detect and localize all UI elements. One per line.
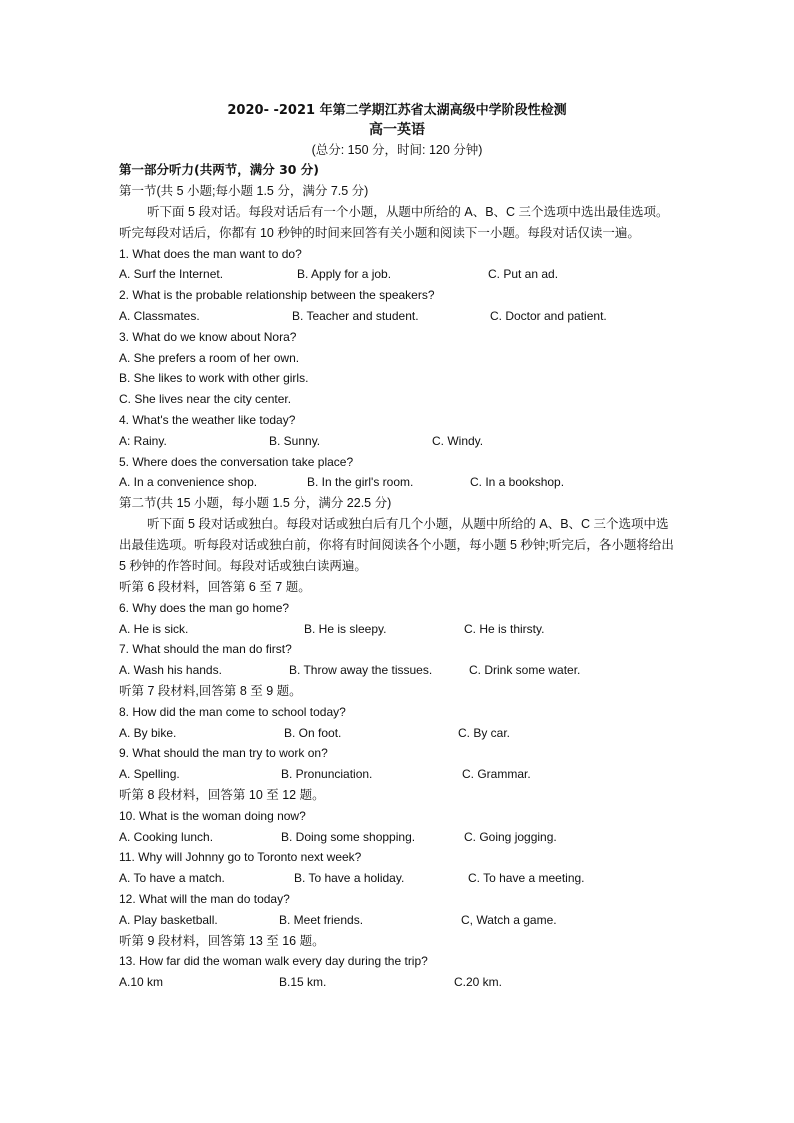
option-b: B. Apply for a job. <box>297 267 392 282</box>
group-intro: 听第 7 段材料,回答第 8 至 9 题。 <box>119 683 302 698</box>
option-b: B.15 km. <box>279 975 327 990</box>
question: 1. What does the man want to do? <box>119 246 302 261</box>
option-a: A.10 km <box>119 975 164 990</box>
option-b: B. In the girl's room. <box>307 475 414 490</box>
options-row <box>119 764 679 785</box>
question: 7. What should the man do first? <box>119 642 292 657</box>
section1-instructions: 听下面 5 段对话。每段对话后有一个小题，从题中所给的 A、B、C 三个选项中选出最佳选项。听完每段对话后，你都有 10 秒钟的时间来回答有关小题和阅读下一小题。每段对话仅读一遍。 <box>119 204 669 240</box>
section2-instructions: 听下面 5 段对话或独白。每段对话或独白后有几个小题，从题中所给的 A、B、C 三个选项中选出最佳选项。听每段对话或独白前，你将有时间阅读各个小题，每小题 5 秒钟;听完后，各小题将给出 5 秒钟的作答时间。每段对话或独白读两遍。 <box>119 516 674 573</box>
option-c: C. To have a meeting. <box>468 871 585 886</box>
exam-title: 2020- -2021 年第二学期江苏省太湖高级中学阶段性检测 <box>227 103 567 118</box>
option-b: B. Throw away the tissues. <box>289 663 433 678</box>
option-c: C. Put an ad. <box>488 267 559 282</box>
options-row <box>119 868 679 889</box>
group-intro: 听第 8 段材料，回答第 10 至 12 题。 <box>119 787 325 802</box>
option-b: B. On foot. <box>284 725 342 740</box>
question: 5. Where does the conversation take place? <box>119 454 354 469</box>
option-b: B. He is sleepy. <box>304 621 387 636</box>
option-b: B. She likes to work with other girls. <box>119 371 309 386</box>
option-c: C. She lives near the city center. <box>119 392 292 407</box>
option-a: A. He is sick. <box>119 621 189 636</box>
section2-title: 第二节(共 15 小题，每小题 1.5 分，满分 22.5 分) <box>119 496 392 511</box>
question: 4. What's the weather like today? <box>119 412 296 427</box>
options-row <box>119 910 679 931</box>
option-c: C, Watch a game. <box>461 912 557 927</box>
options-row <box>119 619 679 640</box>
question: 6. Why does the man go home? <box>119 600 290 615</box>
option-c: C. Grammar. <box>462 767 531 782</box>
option-c: C. Drink some water. <box>469 663 581 678</box>
option-a: A. She prefers a room of her own. <box>119 350 300 365</box>
option-c: C.20 km. <box>454 975 503 990</box>
option-a: A. Classmates. <box>119 308 200 323</box>
option-c: C. He is thirsty. <box>464 621 545 636</box>
part1-heading: 第一部分听力(共两节，满分 30 分) <box>119 162 320 177</box>
options-row <box>119 472 679 493</box>
option-a: A. Spelling. <box>119 767 180 782</box>
question: 9. What should the man try to work on? <box>119 746 328 761</box>
options-row <box>119 264 679 285</box>
option-a: A. Play basketball. <box>119 912 218 927</box>
options-row <box>119 306 679 327</box>
question: 3. What do we know about Nora? <box>119 329 297 344</box>
score-info: (总分: 150 分，时间: 120 分钟) <box>311 143 483 157</box>
option-c: C. Windy. <box>432 433 484 448</box>
option-a: A. Cooking lunch. <box>119 829 214 844</box>
options-row <box>119 827 679 848</box>
option-c: C. Going jogging. <box>464 829 557 844</box>
question: 2. What is the probable relationship between the speakers? <box>119 288 435 303</box>
option-c: C. In a bookshop. <box>470 475 565 490</box>
group-intro: 听第 9 段材料，回答第 13 至 16 题。 <box>119 933 325 948</box>
question: 11. Why will Johnny go to Toronto next week? <box>119 850 362 865</box>
question: 8. How did the man come to school today? <box>119 704 346 719</box>
group-intro: 听第 6 段材料，回答第 6 至 7 题。 <box>119 579 311 594</box>
question: 13. How far did the woman walk every day during the trip? <box>119 954 428 969</box>
option-a: A. To have a match. <box>119 871 225 886</box>
option-b: B. Doing some shopping. <box>281 829 416 844</box>
option-b: B. To have a holiday. <box>294 871 405 886</box>
option-c: C. Doctor and patient. <box>490 308 607 323</box>
option-a: A. Wash his hands. <box>119 663 222 678</box>
options-row <box>119 660 679 681</box>
options-row <box>119 431 679 452</box>
option-b: B. Teacher and student. <box>292 308 419 323</box>
option-a: A. In a convenience shop. <box>119 475 258 490</box>
option-b: B. Sunny. <box>269 433 321 448</box>
question: 12. What will the man do today? <box>119 891 290 906</box>
option-b: B. Meet friends. <box>279 912 364 927</box>
option-b: B. Pronunciation. <box>281 767 373 782</box>
option-a: A. By bike. <box>119 725 177 740</box>
exam-subject: 高一英语 <box>369 122 425 138</box>
question: 10. What is the woman doing now? <box>119 808 306 823</box>
option-a: A. Surf the Internet. <box>119 267 224 282</box>
options-row <box>119 723 679 744</box>
options-row <box>119 972 679 993</box>
option-c: C. By car. <box>458 725 511 740</box>
option-a: A: Rainy. <box>119 433 167 448</box>
section1-title: 第一节(共 5 小题;每小题 1.5 分，满分 7.5 分) <box>119 183 369 198</box>
exam-body <box>119 160 679 993</box>
